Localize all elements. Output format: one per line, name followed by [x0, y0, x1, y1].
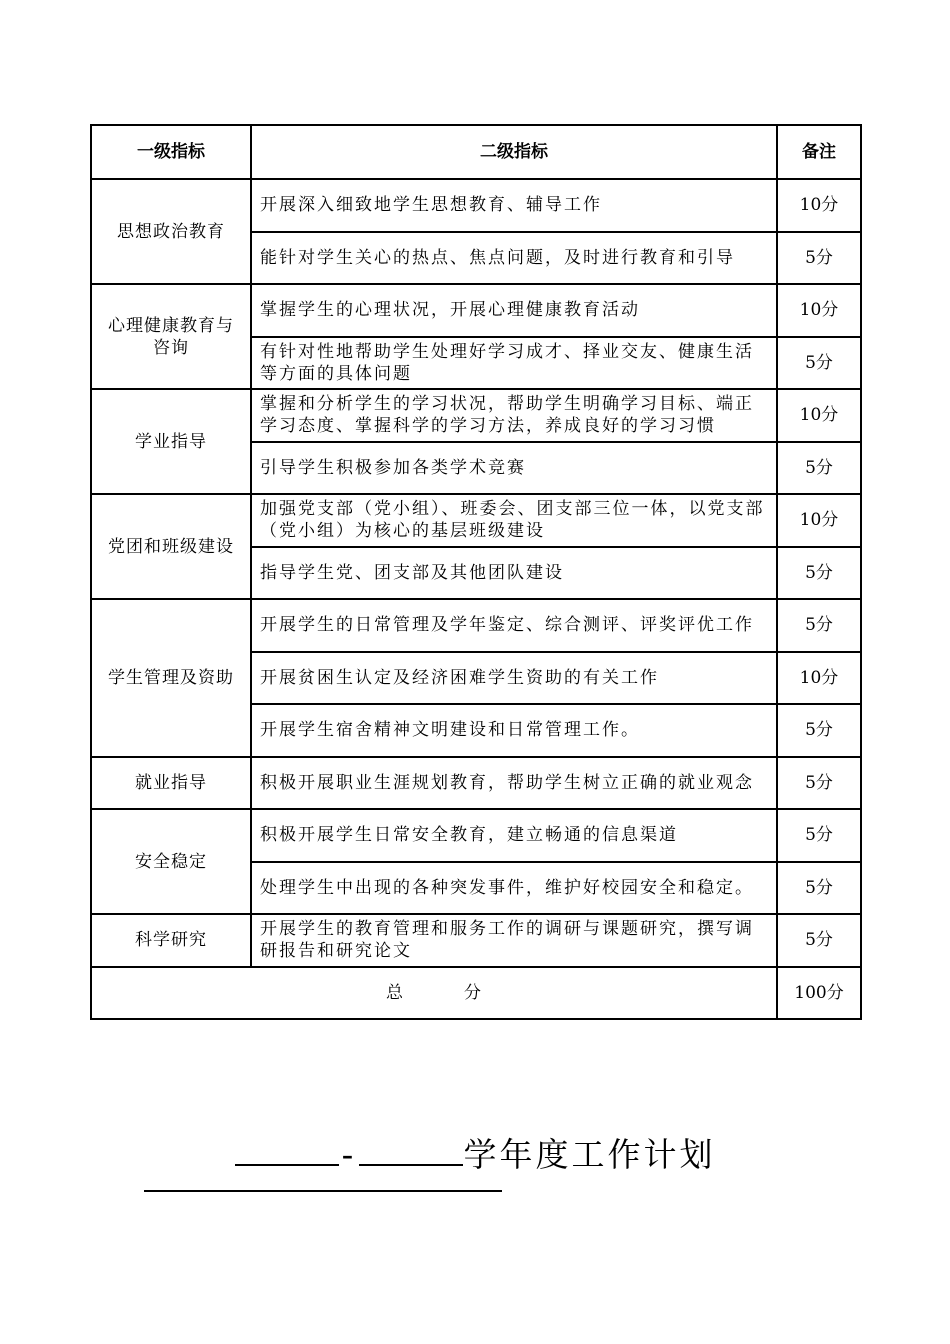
- score-cell: 10分: [777, 652, 861, 705]
- level1-cell: 思想政治教育: [91, 179, 251, 284]
- table-row: [91, 284, 861, 337]
- level2-cell: 指导学生党、团支部及其他团队建设: [251, 547, 777, 600]
- plan-title-text: 学年度工作计划: [463, 1135, 716, 1174]
- table-row: [91, 179, 861, 232]
- score-cell: 5分: [777, 862, 861, 915]
- score-cell: 5分: [777, 704, 861, 757]
- level2-cell: 处理学生中出现的各种突发事件，维护好校园安全和稳定。: [251, 862, 777, 915]
- score-cell: 10分: [777, 179, 861, 232]
- year-start-blank: [235, 1128, 339, 1166]
- total-label: [91, 967, 777, 1020]
- table-row: [91, 757, 861, 810]
- level1-cell: 安全稳定: [91, 809, 251, 914]
- score-cell: 10分: [777, 284, 861, 337]
- score-cell: 5分: [777, 442, 861, 495]
- level1-cell: 就业指导: [91, 757, 251, 810]
- level2-cell: 能针对学生关心的热点、焦点问题，及时进行教育和引导: [251, 232, 777, 285]
- level2-cell: 加强党支部（党小组）、班委会、团支部三位一体，以党支部（党小组）为核心的基层班级建设: [251, 494, 777, 547]
- level2-cell: 引导学生积极参加各类学术竞赛: [251, 442, 777, 495]
- total-label-b: 分: [464, 982, 482, 1003]
- level2-cell: 积极开展职业生涯规划教育，帮助学生树立正确的就业观念: [251, 757, 777, 810]
- level1-cell: 学生管理及资助: [91, 599, 251, 757]
- total-label-a: 总: [386, 982, 404, 1003]
- level2-cell: 开展学生的教育管理和服务工作的调研与课题研究，撰写调研报告和研究论文: [251, 914, 777, 967]
- table-row: [91, 809, 861, 862]
- header-level1: 一级指标: [91, 125, 251, 179]
- level2-cell: 有针对性地帮助学生处理好学习成才、择业交友、健康生活等方面的具体问题: [251, 337, 777, 390]
- table-row: [91, 914, 861, 967]
- score-cell: 5分: [777, 809, 861, 862]
- score-cell: 5分: [777, 547, 861, 600]
- level2-cell: 掌握学生的心理状况，开展心理健康教育活动: [251, 284, 777, 337]
- total-score: 100分: [777, 967, 861, 1020]
- level2-cell: 开展学生宿舍精神文明建设和日常管理工作。: [251, 704, 777, 757]
- indicator-table: [90, 124, 862, 1020]
- level2-cell: 掌握和分析学生的学习状况，帮助学生明确学习目标、端正学习态度、掌握科学的学习方法，养成良好的学习习惯: [251, 389, 777, 442]
- score-cell: 5分: [777, 599, 861, 652]
- plan-heading: [0, 1128, 950, 1178]
- table-row: [91, 389, 861, 442]
- level2-cell: 积极开展学生日常安全教育，建立畅通的信息渠道: [251, 809, 777, 862]
- score-cell: 5分: [777, 232, 861, 285]
- level1-cell: 学业指导: [91, 389, 251, 494]
- header-remark: 备注: [777, 125, 861, 179]
- level1-cell: 心理健康教育与咨询: [91, 284, 251, 389]
- underline-rule: [144, 1190, 502, 1192]
- score-cell: 5分: [777, 757, 861, 810]
- table-row: [91, 599, 861, 652]
- score-cell: 5分: [777, 337, 861, 390]
- year-dash: -: [341, 1135, 357, 1174]
- level2-cell: 开展深入细致地学生思想教育、辅导工作: [251, 179, 777, 232]
- score-cell: 10分: [777, 389, 861, 442]
- table-row: [91, 494, 861, 547]
- level2-cell: 开展贫困生认定及经济困难学生资助的有关工作: [251, 652, 777, 705]
- year-end-blank: [359, 1128, 463, 1166]
- total-row: [91, 967, 861, 1020]
- header-level2: 二级指标: [251, 125, 777, 179]
- level1-cell: 科学研究: [91, 914, 251, 967]
- table-header-row: [91, 125, 861, 179]
- score-cell: 10分: [777, 494, 861, 547]
- score-cell: 5分: [777, 914, 861, 967]
- level1-cell: 党团和班级建设: [91, 494, 251, 599]
- level2-cell: 开展学生的日常管理及学年鉴定、综合测评、评奖评优工作: [251, 599, 777, 652]
